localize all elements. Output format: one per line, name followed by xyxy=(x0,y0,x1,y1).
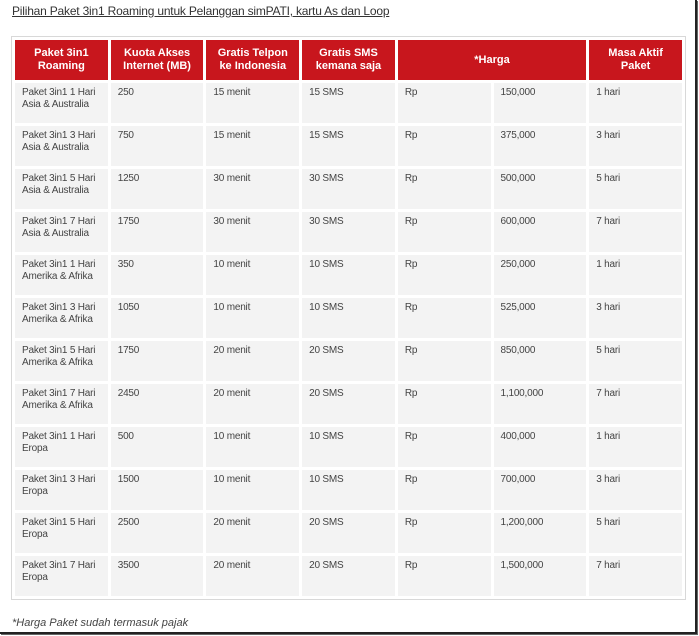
cell-kuota: 2500 xyxy=(111,513,204,553)
cell-currency: Rp xyxy=(398,169,491,209)
cell-paket: Paket 3in1 1 Hari Asia & Australia xyxy=(15,83,108,123)
cell-masa-aktif: 3 hari xyxy=(589,298,682,338)
cell-paket: Paket 3in1 3 Hari Eropa xyxy=(15,470,108,510)
cell-currency: Rp xyxy=(398,384,491,424)
cell-kuota: 250 xyxy=(111,83,204,123)
cell-sms: 20 SMS xyxy=(302,513,395,553)
cell-kuota: 500 xyxy=(111,427,204,467)
footnote: *Harga Paket sudah termasuk pajak xyxy=(12,617,189,629)
cell-kuota: 1050 xyxy=(111,298,204,338)
cell-masa-aktif: 3 hari xyxy=(589,126,682,166)
cell-masa-aktif: 5 hari xyxy=(589,169,682,209)
cell-paket: Paket 3in1 1 Hari Eropa xyxy=(15,427,108,467)
cell-currency: Rp xyxy=(398,83,491,123)
cell-sms: 10 SMS xyxy=(302,470,395,510)
table-row xyxy=(15,298,682,338)
cell-currency: Rp xyxy=(398,255,491,295)
cell-telpon: 20 menit xyxy=(206,556,299,596)
cell-harga: 525,000 xyxy=(494,298,587,338)
table-row xyxy=(15,427,682,467)
cell-harga: 150,000 xyxy=(494,83,587,123)
cell-masa-aktif: 7 hari xyxy=(589,212,682,252)
cell-currency: Rp xyxy=(398,126,491,166)
cell-sms: 20 SMS xyxy=(302,384,395,424)
cell-sms: 10 SMS xyxy=(302,298,395,338)
cell-harga: 700,000 xyxy=(494,470,587,510)
cell-kuota: 1500 xyxy=(111,470,204,510)
table-header-row xyxy=(15,40,682,80)
cell-telpon: 20 menit xyxy=(206,384,299,424)
cell-paket: Paket 3in1 5 Hari Asia & Australia xyxy=(15,169,108,209)
cell-sms: 15 SMS xyxy=(302,126,395,166)
table-caption: Pilihan Paket 3in1 Roaming untuk Pelanggan simPATI, kartu As dan Loop xyxy=(12,4,390,18)
table-row xyxy=(15,255,682,295)
cell-currency: Rp xyxy=(398,341,491,381)
cell-masa-aktif: 1 hari xyxy=(589,255,682,295)
cell-telpon: 10 menit xyxy=(206,427,299,467)
cell-sms: 15 SMS xyxy=(302,83,395,123)
cell-masa-aktif: 5 hari xyxy=(589,513,682,553)
table-row xyxy=(15,556,682,596)
header-masa-aktif: Masa Aktif Paket xyxy=(589,40,682,80)
table-row xyxy=(15,169,682,209)
header-paket: Paket 3in1 Roaming xyxy=(15,40,108,80)
cell-sms: 10 SMS xyxy=(302,427,395,467)
cell-currency: Rp xyxy=(398,298,491,338)
cell-currency: Rp xyxy=(398,470,491,510)
cell-masa-aktif: 7 hari xyxy=(589,556,682,596)
cell-harga: 850,000 xyxy=(494,341,587,381)
cell-masa-aktif: 3 hari xyxy=(589,470,682,510)
cell-kuota: 1750 xyxy=(111,212,204,252)
cell-paket: Paket 3in1 5 Hari Eropa xyxy=(15,513,108,553)
cell-harga: 1,200,000 xyxy=(494,513,587,553)
cell-masa-aktif: 5 hari xyxy=(589,341,682,381)
cell-paket: Paket 3in1 5 Hari Amerika & Afrika xyxy=(15,341,108,381)
cell-kuota: 350 xyxy=(111,255,204,295)
cell-currency: Rp xyxy=(398,556,491,596)
cell-paket: Paket 3in1 7 Hari Asia & Australia xyxy=(15,212,108,252)
package-table xyxy=(12,37,685,599)
table-row xyxy=(15,341,682,381)
cell-sms: 20 SMS xyxy=(302,556,395,596)
cell-harga: 375,000 xyxy=(494,126,587,166)
cell-sms: 10 SMS xyxy=(302,255,395,295)
cell-masa-aktif: 1 hari xyxy=(589,427,682,467)
table-row xyxy=(15,513,682,553)
header-telpon: Gratis Telpon ke Indonesia xyxy=(206,40,299,80)
cell-kuota: 2450 xyxy=(111,384,204,424)
cell-telpon: 30 menit xyxy=(206,169,299,209)
cell-telpon: 15 menit xyxy=(206,126,299,166)
cell-telpon: 15 menit xyxy=(206,83,299,123)
cell-harga: 1,100,000 xyxy=(494,384,587,424)
cell-currency: Rp xyxy=(398,513,491,553)
header-kuota: Kuota Akses Internet (MB) xyxy=(111,40,204,80)
cell-paket: Paket 3in1 7 Hari Amerika & Afrika xyxy=(15,384,108,424)
table-body xyxy=(15,83,682,596)
cell-harga: 600,000 xyxy=(494,212,587,252)
header-sms: Gratis SMS kemana saja xyxy=(302,40,395,80)
cell-sms: 20 SMS xyxy=(302,341,395,381)
cell-paket: Paket 3in1 7 Hari Eropa xyxy=(15,556,108,596)
cell-kuota: 750 xyxy=(111,126,204,166)
cell-kuota: 1750 xyxy=(111,341,204,381)
cell-telpon: 10 menit xyxy=(206,255,299,295)
cell-harga: 250,000 xyxy=(494,255,587,295)
package-table-container xyxy=(11,36,686,600)
cell-sms: 30 SMS xyxy=(302,212,395,252)
cell-masa-aktif: 1 hari xyxy=(589,83,682,123)
cell-paket: Paket 3in1 3 Hari Asia & Australia xyxy=(15,126,108,166)
cell-telpon: 10 menit xyxy=(206,298,299,338)
table-row xyxy=(15,126,682,166)
cell-harga: 500,000 xyxy=(494,169,587,209)
cell-telpon: 10 menit xyxy=(206,470,299,510)
cell-paket: Paket 3in1 1 Hari Amerika & Afrika xyxy=(15,255,108,295)
table-row xyxy=(15,384,682,424)
cell-telpon: 20 menit xyxy=(206,341,299,381)
cell-currency: Rp xyxy=(398,212,491,252)
table-row xyxy=(15,470,682,510)
cell-harga: 400,000 xyxy=(494,427,587,467)
table-row xyxy=(15,83,682,123)
cell-kuota: 3500 xyxy=(111,556,204,596)
header-harga: *Harga xyxy=(398,40,586,80)
cell-sms: 30 SMS xyxy=(302,169,395,209)
cell-harga: 1,500,000 xyxy=(494,556,587,596)
cell-masa-aktif: 7 hari xyxy=(589,384,682,424)
table-row xyxy=(15,212,682,252)
cell-kuota: 1250 xyxy=(111,169,204,209)
cell-telpon: 30 menit xyxy=(206,212,299,252)
cell-paket: Paket 3in1 3 Hari Amerika & Afrika xyxy=(15,298,108,338)
cell-currency: Rp xyxy=(398,427,491,467)
cell-telpon: 20 menit xyxy=(206,513,299,553)
